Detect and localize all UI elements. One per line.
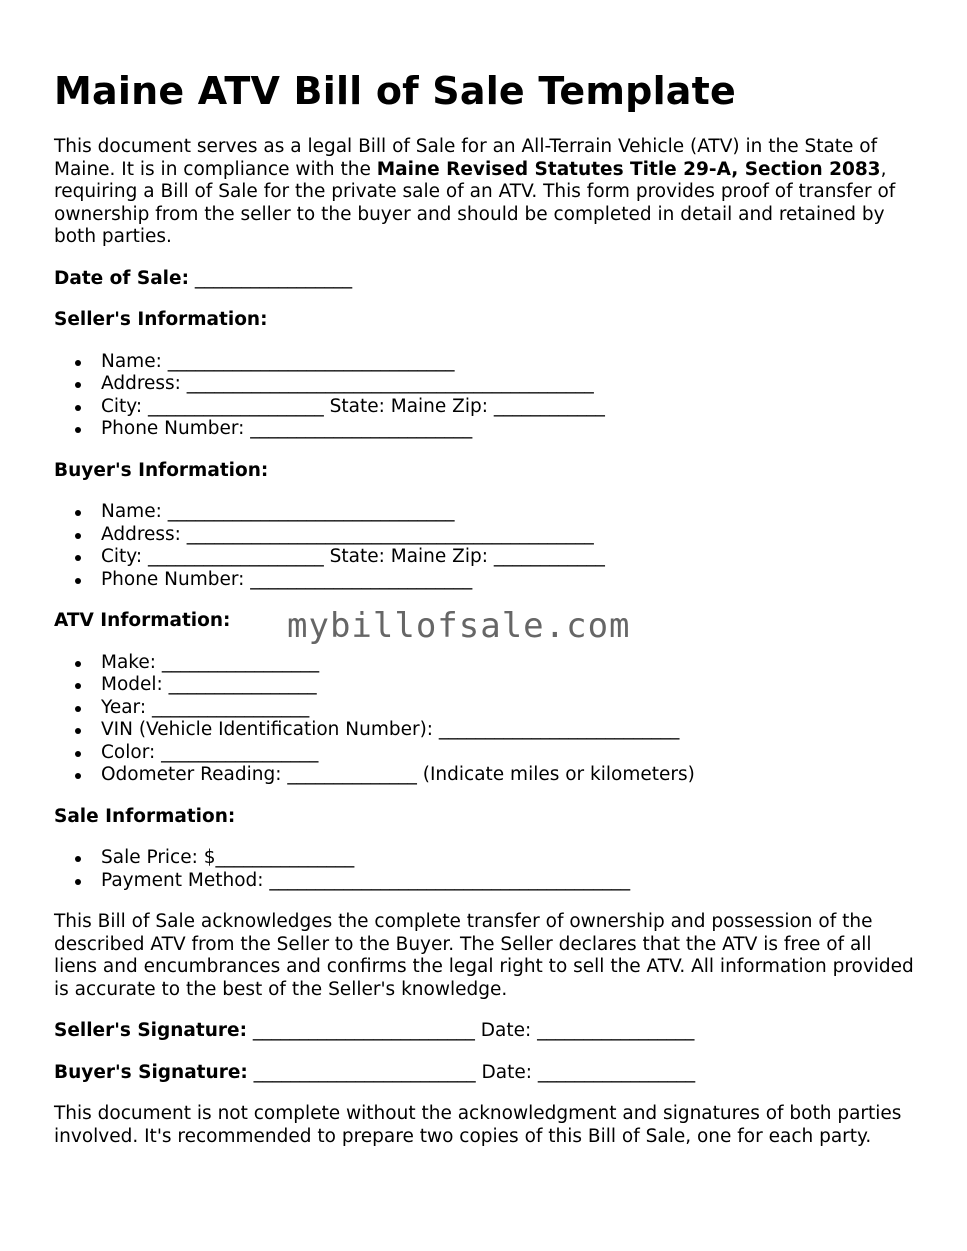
atv-year-field[interactable]: Year: _________________ <box>101 697 914 720</box>
seller-info-list <box>54 351 914 441</box>
buyer-phone-field[interactable]: Phone Number: ________________________ <box>101 569 914 592</box>
seller-info-heading: Seller's Information: <box>54 309 268 330</box>
atv-model-field[interactable]: Model: ________________ <box>101 674 914 697</box>
date-of-sale-line <box>54 268 914 291</box>
seller-city-field[interactable]: City: ___________________ State: Maine Zip: ____________ <box>101 396 914 419</box>
atv-color-field[interactable]: Color: _________________ <box>101 742 914 765</box>
seller-signature-label: Seller's Signature: <box>54 1020 247 1041</box>
buyer-signature-line <box>54 1062 914 1085</box>
buyer-name-field[interactable]: Name: _______________________________ <box>101 501 914 524</box>
atv-info-heading: ATV Information: <box>54 610 231 631</box>
buyer-city-field[interactable]: City: ___________________ State: Maine Zip: ____________ <box>101 546 914 569</box>
buyer-address-field[interactable]: Address: ____________________________________________ <box>101 524 914 547</box>
statute-reference: Maine Revised Statutes Title 29-A, Section 2083 <box>376 158 881 180</box>
page-title: Maine ATV Bill of Sale Template <box>54 69 736 113</box>
seller-signature-line <box>54 1020 914 1043</box>
seller-phone-field[interactable]: Phone Number: ________________________ <box>101 418 914 441</box>
intro-paragraph <box>54 136 914 249</box>
seller-address-field[interactable]: Address: ____________________________________________ <box>101 373 914 396</box>
sale-info-list <box>54 847 914 892</box>
buyer-signature-blank[interactable]: ________________________ Date: _________________ <box>247 1061 696 1083</box>
closing-paragraph: This document is not complete without the acknowledgment and signatures of both parties involved. It's recommended to prepare two copies of this Bill of Sale, one for each party. <box>54 1103 902 1147</box>
sale-price-field[interactable]: Sale Price: $_______________ <box>101 847 914 870</box>
date-of-sale-blank[interactable]: _________________ <box>188 267 353 289</box>
atv-info-list <box>54 652 914 787</box>
seller-name-field[interactable]: Name: _______________________________ <box>101 351 914 374</box>
sale-info-heading: Sale Information: <box>54 805 236 827</box>
atv-vin-field[interactable]: VIN (Vehicle Identification Number): __________________________ <box>101 719 914 742</box>
payment-method-field[interactable]: Payment Method: _______________________________________ <box>101 870 914 893</box>
buyer-info-list <box>54 501 914 591</box>
buyer-info-heading: Buyer's Information: <box>54 459 269 481</box>
atv-make-field[interactable]: Make: _________________ <box>101 652 914 675</box>
acknowledgment-paragraph: This Bill of Sale acknowledges the complete transfer of ownership and possession of the described ATV from the Seller to the Buyer. The Seller declares that the ATV is free of all liens and encumbrances and confirms the legal right to sell the ATV. All information provided is accurate to the best of the Seller's knowledge. <box>54 911 914 1000</box>
seller-signature-blank[interactable]: ________________________ Date: _________________ <box>247 1020 695 1041</box>
intro-text-2: , requiring a Bill of Sale for the private sale of an ATV. This form provides proof of transfer of ownership from the seller to the buyer and should be completed in detail and retained by both parties. <box>54 158 896 247</box>
watermark: mybillofsale.com <box>287 606 631 646</box>
atv-odometer-field[interactable]: Odometer Reading: ______________ (Indicate miles or kilometers) <box>101 764 914 787</box>
buyer-signature-label: Buyer's Signature: <box>54 1061 248 1083</box>
date-of-sale-label: Date of Sale: <box>54 267 189 289</box>
intro-text-1: This document serves as a legal Bill of Sale for an All-Terrain Vehicle (ATV) in the State of Maine. It is in compliance with the <box>54 136 878 180</box>
